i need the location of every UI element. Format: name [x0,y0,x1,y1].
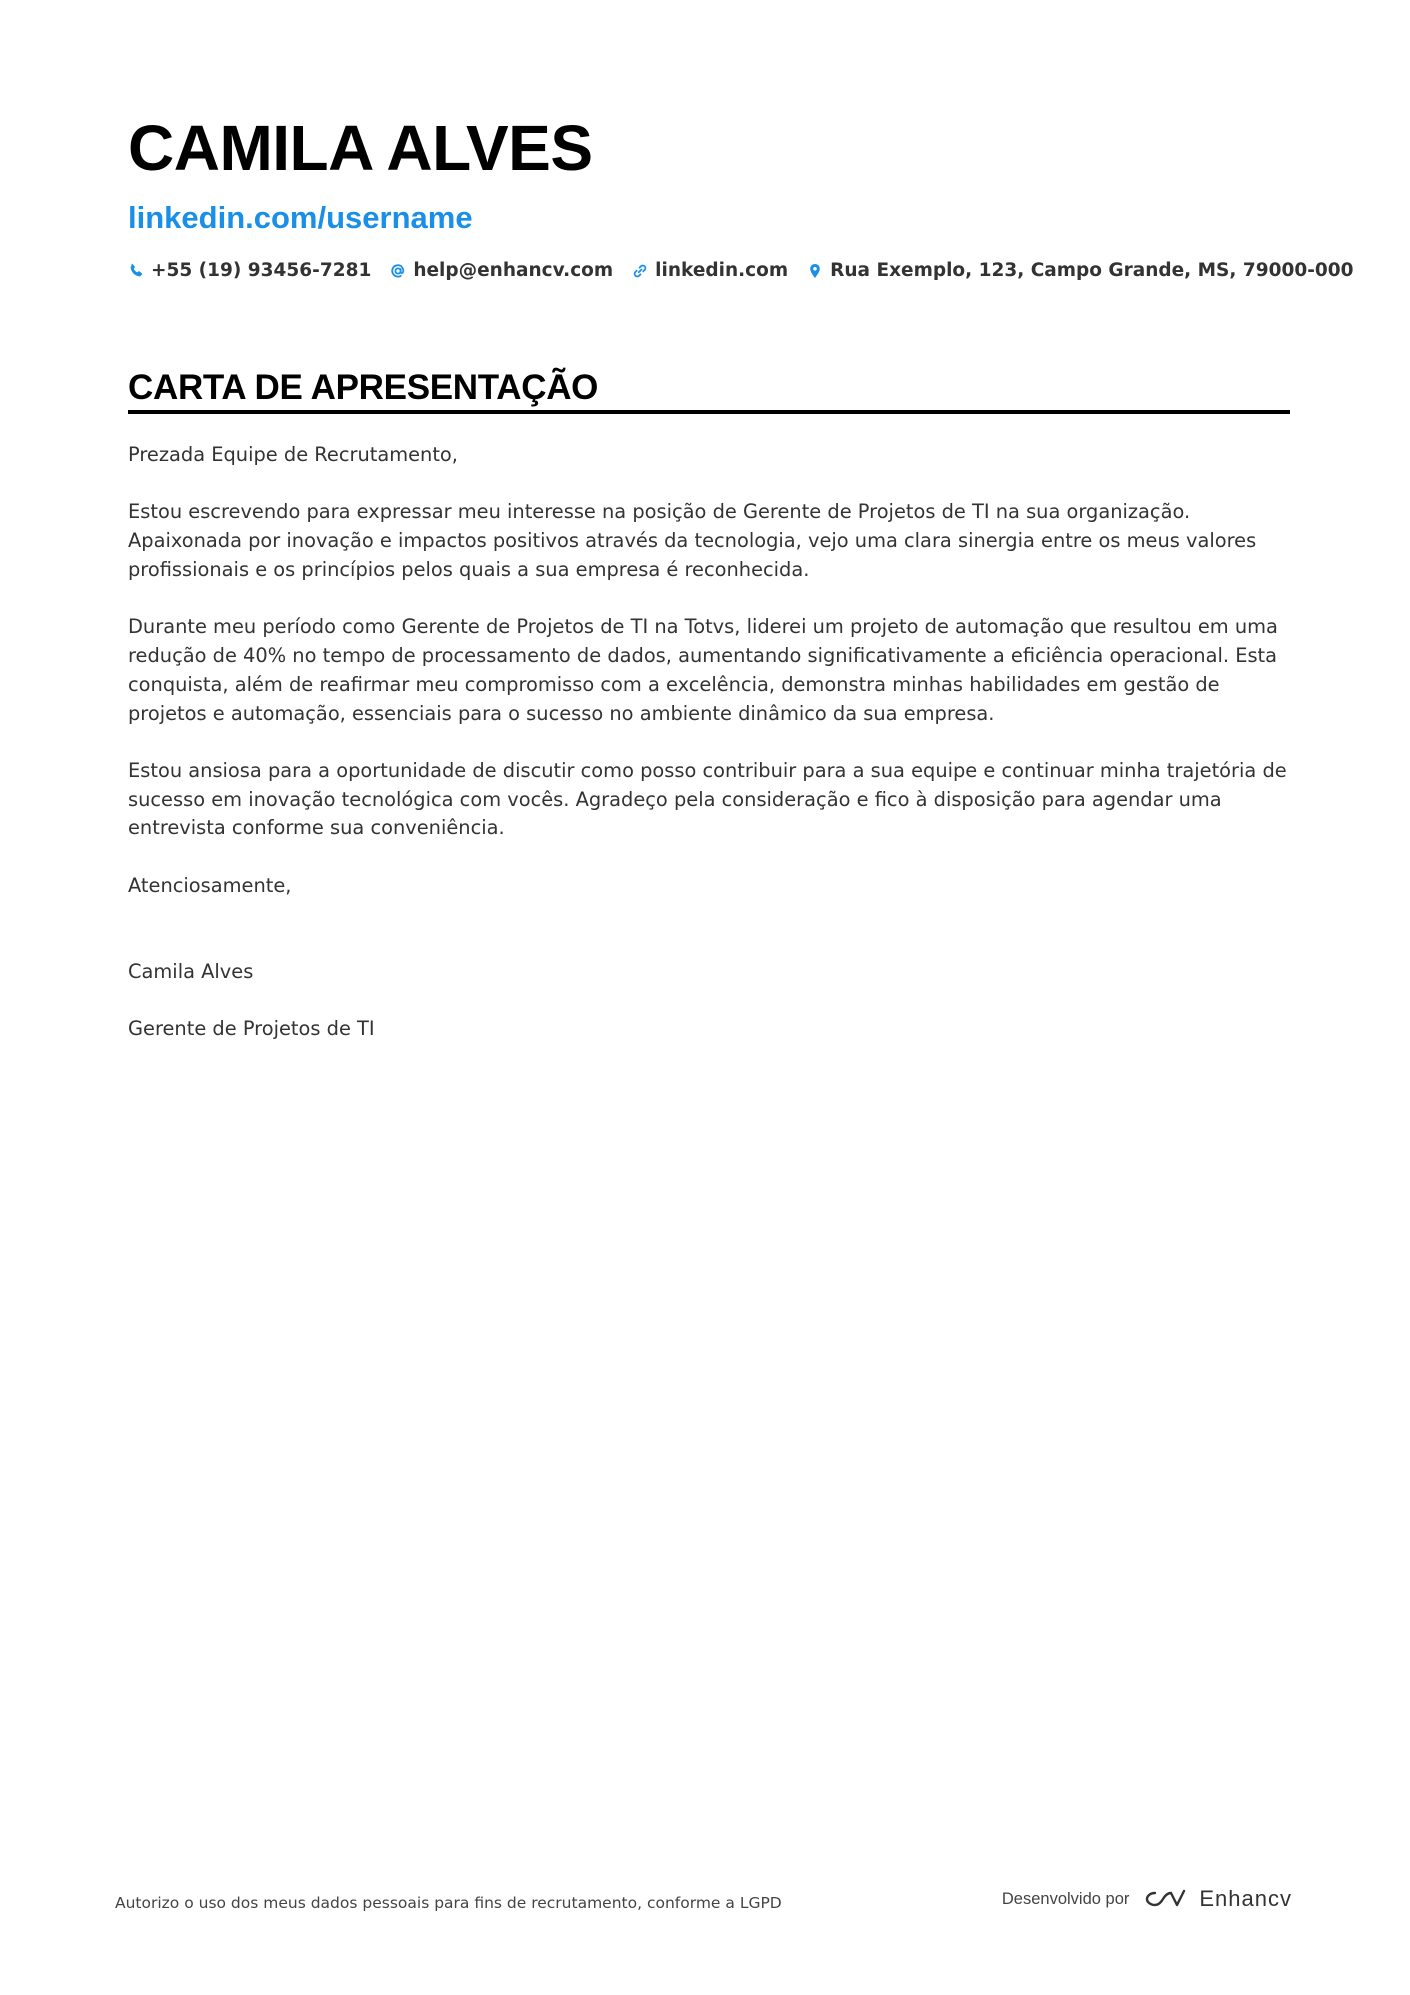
letter-paragraph: Estou ansiosa para a oportunidade de discutir como posso contribuir para a sua equipe e continuar minha trajetória de sucesso em inovação tecnológica com vocês. Agradeço pela consideração e fico à disposição para agendar uma entrevista conforme sua conveniência. [128,758,1287,840]
contact-website [632,260,788,281]
phone-text[interactable]: +55 (19) 93456-7281 [151,260,372,281]
profile-link[interactable]: linkedin.com/username [128,200,473,235]
enhancv-logo-icon [1141,1887,1187,1911]
phone-icon [128,263,144,279]
letter-closing: Atenciosamente, [128,873,292,897]
email-text[interactable]: help@enhancv.com [413,260,614,281]
signature-name: Camila Alves [128,959,254,983]
powered-by-label: Desenvolvido por [1001,1889,1130,1908]
brand-name: Enhancv [1199,1886,1292,1911]
letter-greeting: Prezada Equipe de Recrutamento, [128,443,458,466]
section-title: CARTA DE APRESENTAÇÃO [128,368,599,407]
location-pin-icon [807,263,823,279]
applicant-name: CAMILA ALVES [128,112,593,184]
link-icon [632,263,648,279]
section-divider [128,410,1290,414]
contact-bar [128,260,1354,281]
website-text[interactable]: linkedin.com [655,260,789,281]
header [128,108,1354,281]
at-icon [390,263,406,279]
letter-paragraph: Durante meu período como Gerente de Projetos de TI na Totvs, liderei um projeto de automação que resultou em uma redução de 40% no tempo de processamento de dados, aumentando significativamente a eficiência operacional. Esta conquista, além de reafirmar meu compromisso com a excelência, demonstra minhas habilidades em gestão de projetos e automação, essenciais para o sucesso no ambiente dinâmico da sua empresa. [128,615,1278,725]
contact-phone [128,260,371,281]
signature-title: Gerente de Projetos de TI [128,1016,375,1040]
contact-email [390,260,613,281]
powered-by[interactable] [1002,1886,1292,1912]
address-text: Rua Exemplo, 123, Campo Grande, MS, 79000-000 [830,260,1354,281]
letter-body [128,441,1290,1072]
consent-note: Autorizo o uso dos meus dados pessoais para fins de recrutamento, conforme a LGPD [115,1894,782,1912]
contact-address [807,260,1353,281]
letter-paragraph: Estou escrevendo para expressar meu interesse na posição de Gerente de Projetos de TI na sua organização. Apaixonada por inovação e impactos positivos através da tecnologia, vejo uma clara sinergia entre os meus valores profissionais e os princípios pelos quais a sua empresa é reconhecida. [128,500,1257,581]
